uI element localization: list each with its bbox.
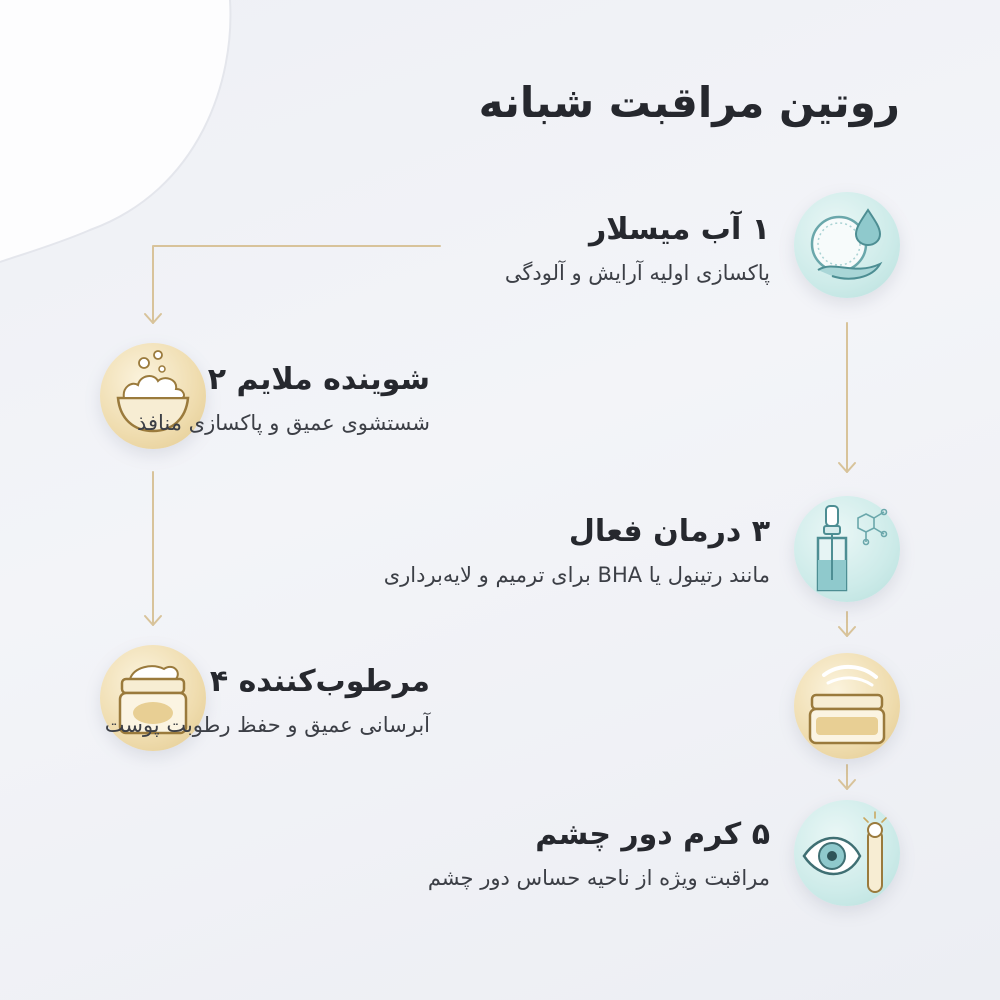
step-5-title: ۵ کرم دور چشم xyxy=(535,817,770,852)
step-3 xyxy=(384,512,770,592)
moisturizer-jar-icon xyxy=(794,653,900,759)
step-2-title: شوینده ملایم ۲ xyxy=(207,362,430,397)
micellar-water-icon xyxy=(794,192,900,298)
step-4 xyxy=(105,662,430,742)
step-2 xyxy=(137,360,430,440)
step-3-title: ۳ درمان فعال xyxy=(568,514,770,549)
step-1-title: ۱ آب میسلار xyxy=(588,212,770,247)
step-3-description: مانند رتینول یا BHA برای ترمیم و لایه‌برداری xyxy=(383,563,770,587)
step-2-description: شستشوی عمیق و پاکسازی منافذ xyxy=(136,411,430,435)
eye-cream-icon xyxy=(794,800,900,906)
page-title: روتین مراقبت شبانه xyxy=(478,78,900,127)
connector-1-to-2 xyxy=(153,246,440,323)
serum-dropper-icon xyxy=(794,496,900,602)
step-1-description: پاکسازی اولیه آرایش و آلودگی xyxy=(504,261,770,285)
step-1 xyxy=(505,210,770,290)
step-5 xyxy=(428,815,770,895)
step-4-title: مرطوب‌کننده ۴ xyxy=(209,664,430,699)
step-4-description: آبرسانی عمیق و حفظ رطوبت پوست xyxy=(104,713,430,737)
step-5-description: مراقبت ویژه از ناحیه حساس دور چشم xyxy=(427,866,770,890)
